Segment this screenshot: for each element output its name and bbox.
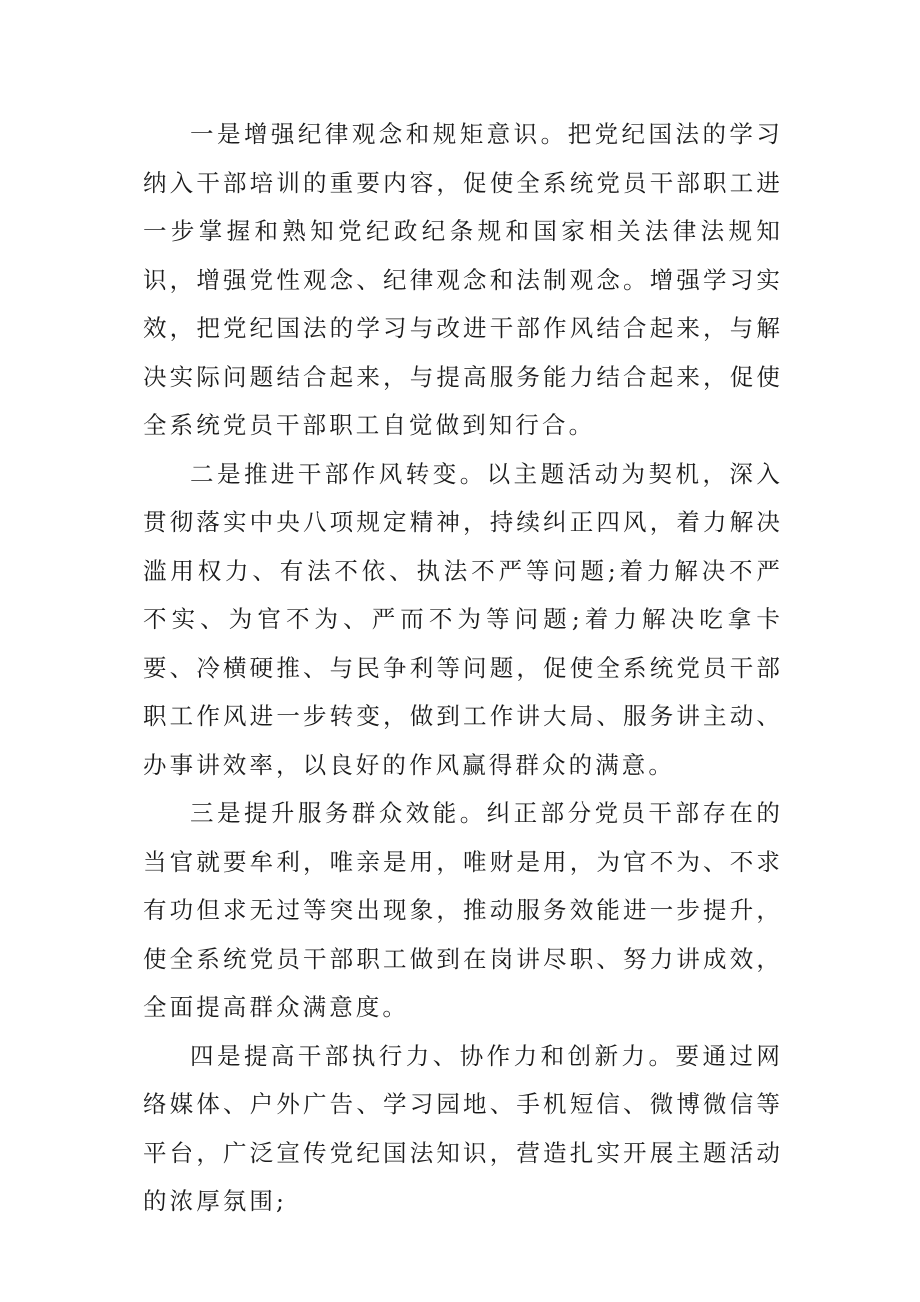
paragraph-4: 四是提高干部执行力、协作力和创新力。要通过网络媒体、户外广告、学习园地、手机短信、微博微信等平台，广泛宣传党纪国法知识，营造扎实开展主题活动的浓厚氛围;: [143, 1041, 783, 1215]
paragraph-3: 三是提升服务群众效能。纠正部分党员干部存在的当官就要牟利，唯亲是用，唯财是用，为官不为、不求有功但求无过等突出现象，推动服务效能进一步提升，使全系统党员干部职工做到在岗讲尽职、努力讲成效，全面提高群众满意度。: [143, 799, 783, 1021]
document-body: [143, 110, 783, 1226]
paragraph-1: 一是增强纪律观念和规矩意识。把党纪国法的学习纳入干部培训的重要内容，促使全系统党员干部职工进一步掌握和熟知党纪政纪条规和国家相关法律法规知识，增强党性观念、纪律观念和法制观念。增强学习实效，把党纪国法的学习与改进干部作风结合起来，与解决实际问题结合起来，与提高服务能力结合起来，促使全系统党员干部职工自觉做到知行合。: [143, 120, 783, 439]
paragraph-2: 二是推进干部作风转变。以主题活动为契机，深入贯彻落实中央八项规定精神，持续纠正四风，着力解决滥用权力、有法不依、执法不严等问题;着力解决不严不实、为官不为、严而不为等问题;着力解决吃拿卡要、冷横硬推、与民争利等问题，促使全系统党员干部职工作风进一步转变，做到工作讲大局、服务讲主动、办事讲效率，以良好的作风赢得群众的满意。: [143, 459, 783, 779]
